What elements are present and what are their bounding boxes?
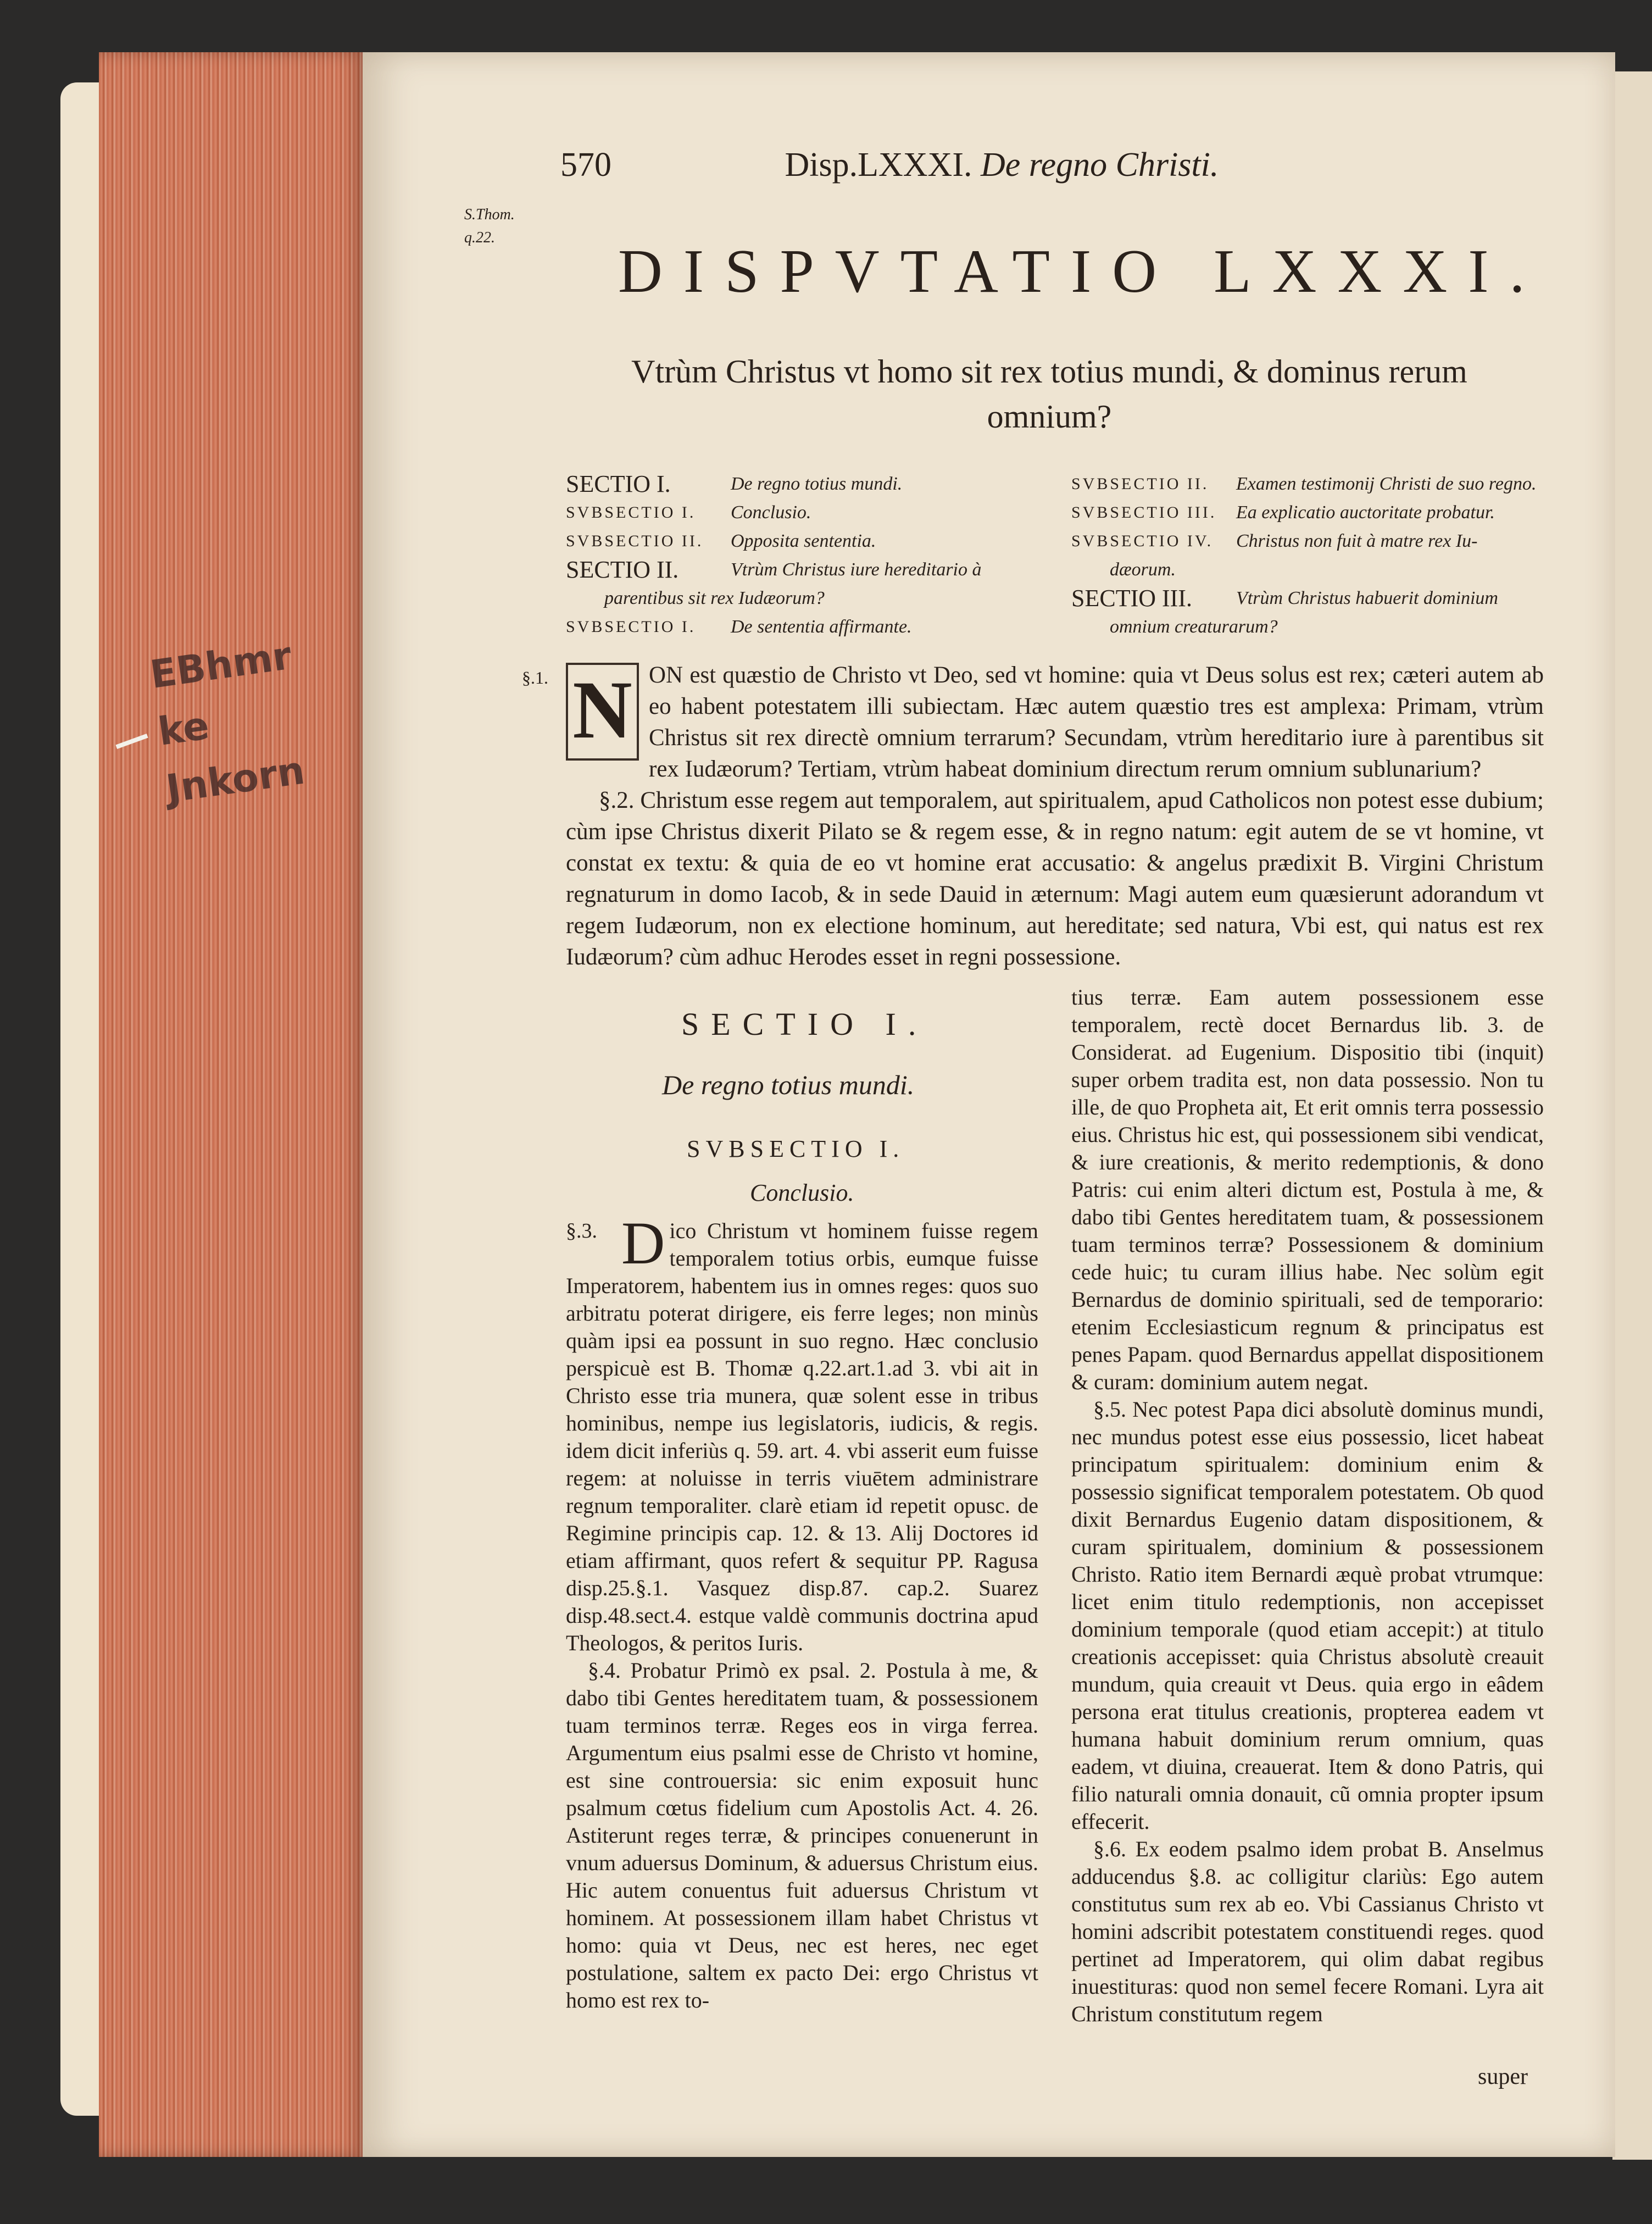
paragraph: §.4. Probatur Primò ex psal. 2. Postula à me, & dabo tibi Gentes hereditatem tuam, & possessionem tuam terminos terræ. Reges eos in virga ferrea. Argumentum eius psalmi esse de Christo vt homine, est sine controuersia: sic enim exposuit hunc psalmum cœtus fidelium cum Apostolis Act. 4. 26. Astiterunt reges terræ, & principes conuenerunt in vnum aduersus Dominum, & aduersus Christum eius. Hic autem conuentus fuit aduersus Christum vt hominem. At possessionem illam habet Christus vt homo: quia vt Deus, nec est heres, nec eget postulatione, saltem ex pacto Dei: ergo Christus vt homo est rex to- [566,1658,1038,2012]
table-of-contents-right [1071,470,1566,641]
subsection-heading: SVBSECTIO I. [687,1135,905,1162]
paragraph: tius terræ. Eam autem possessionem esse temporalem, rectè docet Bernardus lib. 3. de Considerat. ad Eugenium. Dispositio tibi (inquit) super orbem tradita est, non data possessio. Non tu ille, de quo Propheta ait, Et erit omnis terra possessio eius. Christus hic est, qui possessionem sibi vendicat, & iure creationis, & merito redemptionis, & dono Patris: cui enim alteri dictum est, Postula à me, & dabo tibi Gentes hereditatem tuam, & possessionem tuam terminos terræ? Possessionem & dominium cede huic; tu curam illius habe. Nec solùm egit Bernardus de dominio spirituali, sed de temporario: etenim Ecclesiasticum regnum & principatus est penes Papam. quod Bernardus appellat dispositionem & curam: dominium autem negat. [1071,985,1544,1394]
intro-paragraph: §.2. Christum esse regem aut temporalem, aut spiritualem, apud Catholicos non potest esse dubium; cùm ipse Christus dixerit Pilato se & regem esse, & in regno natum: egit autem de se vt homine, vt constat ex textu: & quia de eo vt homine erat accusatio: & angelus prædixit B. Virgini Christum regnaturum in domo Iacob, & in sede Dauid in æternum: Magi autem eum quæsierunt adorandum vt regem Iudæorum, non ex electione hominum, aut hereditate; sed natura, Vbi est, qui natus est rex Iudæorum? cùm adhuc Herodes esset in regni possessione. [566,787,1544,970]
disputation-title: DISPVTATIO LXXXI. [618,237,1546,306]
toc-item: SVBSECTIO II. Opposita sententia. [566,531,876,551]
catchword: super [1478,2064,1528,2089]
toc-item: SECTIO I. De regno totius mundi. [566,470,903,497]
paragraph: §.5. Nec potest Papa dici absolutè dominus mundi, nec mundus potest esse eius possessio, licet habeat principatum spiritualem: dominium enim & possessio significat temporalem potestatem. Ob quod dixit Bernardus Eugenio datam dispositionem, & curam spiritualem, dominium & possessionem Christo. Ratio item Bernardi æquè probat vtrumque: licet enim titulo redemptionis, non accepisset dominium temporale (quod etiam accepit:) at titulo creationis accepisset: quia Christus absolutè creauit mundum, quia creauit vt Deus. quia ergo in eâdem persona erat titulus creationis, propterea eadem vt humana habuit dominium rerum omnium, quas eadem, vt diuina, creauerat. Item & dono Patris, qui filio naturali omnia donauit, cũ omnia propter ipsum effecerit. [1071,1397,1544,1834]
toc-item: SVBSECTIO III. Ea explicatio auctoritate probatur. [1071,502,1495,523]
left-column-text [566,1210,1038,2014]
section-heading: SECTIO I. [681,1006,928,1042]
paragraph: §.6. Ex eodem psalmo idem probat B. Anselmus adducendus §.8. ac colligitur clariùs: Ego autem constitutus sum rex ab eo. Vbi Cassianus Christo vt homini adscribit potestatem constituendi reges. quod pertinet ad Imperatorem, qui olim dabat regibus inuestituras: quod non semel fecere Romani. Lyra ait Christum constitutum regem [1071,1837,1544,2026]
toc-item: SECTIO III. Vtrùm Christus habuerit dominium [1071,585,1498,612]
intro-text [566,659,1544,973]
page-number: 570 [560,146,611,184]
paragraph: ico Christum vt hominem fuisse regem temporalem totius orbis, eumque fuisse Imperatorem, habentem ius in omnes reges: quos suo arbitratu poterat dirigere, eis ferre leges; non minùs quàm ipsi ea possunt in suo regno. Hæc conclusio perspicuè est B. Thomæ q.22.art.1.ad 3. vbi ait in Christo esse tria munera, quæ solent esse in tribus hominibus, nempe ius legislatoris, iudicis, & regis. idem dicit inferiùs q. 59. art. 4. vbi asserit eum fuisse regem: at noluisse in terris viuētem administrare regnum temporaliter. clarè etiam id repetit opusc. de Regimine principis cap. 12. & 13. Alij Doctores id etiam affirmant, quos refert & sequitur PP. Ragusa disp.25.§.1. Vasquez disp.87. cap.2. Suarez disp.48.sect.4. estque valdè communis doctrina apud Theologos, & peritos Iuris. [566,1218,1038,1655]
table-of-contents-left [566,470,1060,641]
toc-item-continuation: dæorum. [1110,559,1176,580]
facing-page-edge [1612,71,1652,2160]
intro-paragraph: ON est quæstio de Christo vt Deo, sed vt homine: quia vt Deus solus est rex; cæteri autem ab eo habent potestatem illi subiectam. Hæc autem quæstio tres est amplexa: Primam, vtrùm Christus sit rex directè omnium terrarum? Secundam, vtrùm hereditario iure à parentibus sit rex Iudæorum? Tertiam, vtrùm habeat dominium directum rerum omnium sublunarium? [649,662,1544,782]
toc-item: SVBSECTIO II. Examen testimonij Christi de suo regno. [1071,474,1537,494]
toc-item-continuation: omnium creaturarum? [1110,617,1278,637]
page-block-edge [99,52,368,2157]
running-title: Disp.LXXXI. [785,146,972,184]
paragraph-mark: §.3. [566,1219,597,1243]
paragraph-mark: §.1. [522,668,548,687]
section-subtitle: De regno totius mundi. [662,1069,915,1100]
decorated-initial: N [566,663,639,761]
toc-item: SVBSECTIO IV. Christus non fuit à matre rex Iu- [1071,531,1478,551]
running-header [560,146,1219,185]
toc-item: SVBSECTIO I. Conclusio. [566,502,811,523]
book-spine-edge [60,82,99,2116]
toc-item-continuation: parentibus sit rex Iudæorum? [604,588,825,608]
library-stamp: EBhmr ke Jnkorn [147,633,308,812]
right-column-text [1071,984,1544,2028]
initial-letter: D [621,1210,665,1277]
margin-note: S.Thom. q.22. [464,206,515,246]
toc-item: SVBSECTIO I. De sententia affirmante. [566,617,912,637]
subsection-title: Conclusio. [750,1179,854,1206]
toc-item: SECTIO II. Vtrùm Christus iure hereditario à [566,556,982,583]
disputation-question: Vtrùm Christus vt homo sit rex totius mundi, & dominus rerum omnium? [631,353,1467,435]
running-title-italic: De regno Christi. [980,146,1219,184]
